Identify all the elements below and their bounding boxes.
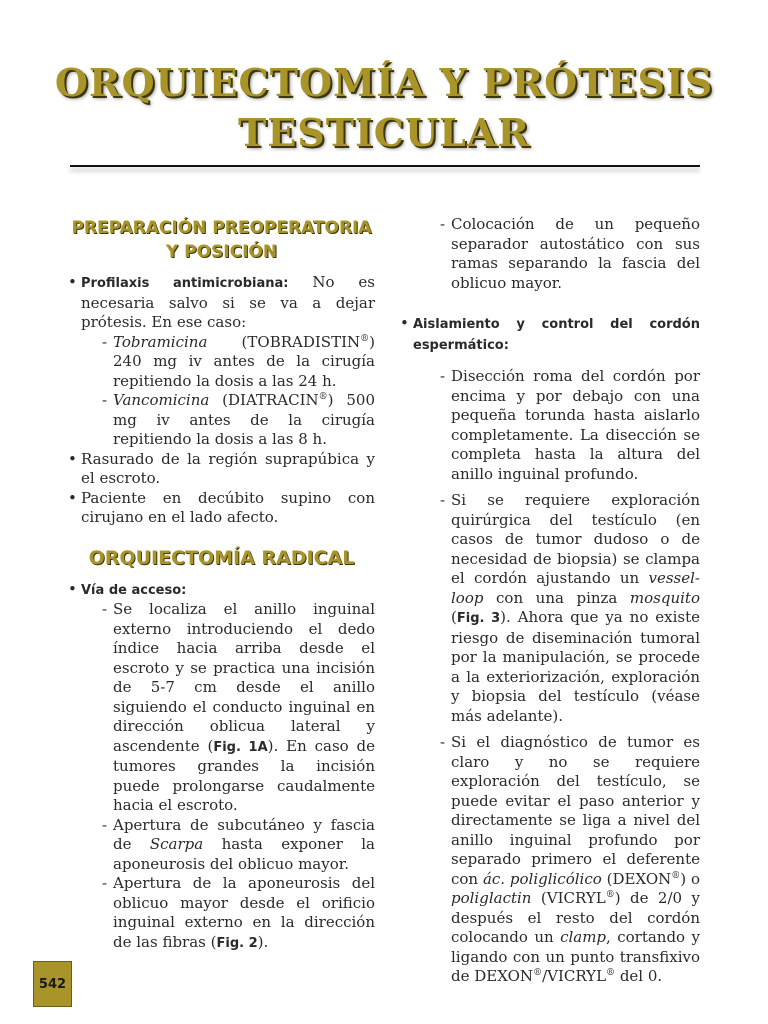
bullet-profilaxis: [68, 273, 375, 333]
step-text: ).: [257, 932, 269, 951]
step-item: [440, 733, 700, 987]
left-column: [68, 216, 375, 953]
bullet-label: Vía de acceso:: [81, 582, 187, 598]
figure-reference: Fig. 1A: [213, 739, 268, 755]
step-item: - Colocación de un pequeño separador autostático con sus ramas separando la fascia del oblicuo mayor.: [440, 215, 700, 293]
step-text: con una pinza: [483, 588, 630, 607]
aislamiento-steps: [440, 367, 700, 987]
section-heading-line-1: PREPARACIÓN PREOPERATORIA: [71, 218, 372, 238]
registered-mark: ®: [318, 392, 328, 402]
step-text: Se localiza el anillo inguinal externo introduciendo el dedo índice hacia arriba desde el escroto y se practica una incisión de 5-7 cm desde el anillo siguiendo el conducto inguinal en dirección oblicua lateral y ascendente (: [113, 600, 375, 755]
step-text: del 0.: [615, 967, 663, 985]
registered-mark: ®: [605, 890, 615, 900]
step-item: [102, 600, 375, 816]
italic-term: ác. poliglicólico: [482, 869, 602, 888]
drug-brand: (DIATRACIN: [209, 391, 319, 409]
step-text: , cortando y ligando con un punto transfixivo de DEXON: [451, 928, 700, 985]
drug-dose: ) 240 mg iv antes de la cirugía repitiendo la dosis a las 24 h.: [113, 332, 375, 390]
registered-mark: ®: [671, 870, 681, 881]
drug-brand: (TOBRADISTIN: [207, 332, 361, 351]
step-text: ) de 2/0 y después el resto del cordón colocando un: [451, 889, 700, 946]
title-line-1: ORQUIECTOMÍA Y PRÓTESIS: [54, 60, 714, 105]
step-item: [440, 491, 700, 726]
via-acceso-steps: [102, 600, 375, 953]
bullet-label: Aislamiento y control del cordón espermático:: [413, 317, 700, 353]
bullet-aislamiento: [400, 314, 700, 355]
step-item: - Disección roma del cordón por encima y por debajo con una pequeña torunda hasta aislarlo completamente. La disección se completa hasta la altura del anillo inguinal profundo.: [440, 367, 700, 484]
title-line-2: TESTICULAR: [238, 110, 530, 155]
section-heading-preparacion: [68, 216, 375, 264]
bullet-paciente: • Paciente en decúbito supino con cirujano en el lado afecto.: [68, 489, 375, 528]
page-number: 542: [38, 976, 67, 992]
registered-mark: ®: [606, 968, 616, 978]
italic-term: clamp: [560, 928, 607, 946]
drug-dose: ) 500 mg iv antes de la cirugía repitiendo la dosis a las 8 h.: [113, 391, 375, 448]
figure-reference: Fig. 2: [216, 935, 258, 951]
page-number-badge: [33, 961, 72, 1007]
drug-item-vancomicina: [102, 391, 375, 450]
step-text: ) o: [680, 869, 700, 888]
step-text: ). Ahora que ya no existe riesgo de diseminación tumoral por la manipulación, se procede a la exteriorización, exploración y biopsia del testículo (véase más adelante).: [451, 608, 700, 725]
step-item: [102, 874, 375, 953]
page-title: [30, 58, 738, 158]
figure-reference: Fig. 3: [456, 611, 501, 626]
step-text: (: [451, 608, 457, 626]
bullet-via-acceso: [68, 580, 375, 601]
bullet-rasurado: • Rasurado de la región suprapúbica y el escroto.: [68, 450, 375, 489]
right-column: [400, 215, 700, 987]
bullet-label: Profilaxis antimicrobiana:: [81, 276, 289, 291]
drug-name: Vancomicina: [113, 391, 210, 409]
step-text: (VICRYL: [531, 889, 606, 907]
step-text: hasta exponer la aponeurosis del oblicuo mayor.: [113, 835, 376, 873]
registered-mark: ®: [360, 333, 370, 344]
italic-term: mosquito: [629, 588, 700, 607]
step-text: Si se requiere exploración quirúrgica del testículo (en casos de tumor dudoso o de necesidad de biopsia) se clampa el cordón ajustando un: [451, 491, 700, 587]
step-text: ). En caso de tumores grandes la incisión puede prolongarse caudalmente hacia el escroto.: [113, 736, 376, 814]
section-heading-line-2: Y POSICIÓN: [165, 242, 278, 262]
italic-term: vessel-loop: [451, 569, 700, 607]
step-text: Apertura de subcutáneo y fascia de: [113, 815, 375, 853]
drug-name: Tobramicina: [113, 332, 208, 351]
italic-term: poliglactin: [451, 889, 532, 907]
bullet-text: No es necesaria salvo si se va a dejar prótesis. En ese caso:: [81, 273, 375, 331]
step-text: /VICRYL: [542, 967, 607, 985]
section-heading-orquiectomia-radical: ORQUIECTOMÍA RADICAL: [88, 546, 355, 569]
italic-term: Scarpa: [149, 835, 204, 853]
step-text: (DEXON: [601, 869, 672, 888]
step-item: [102, 816, 375, 875]
step-text: Apertura de la aponeurosis del oblicuo mayor desde el orificio inguinal externo en la dirección de las fibras (: [113, 874, 375, 951]
title-divider: [70, 165, 700, 167]
drug-item-tobramicina: [102, 333, 375, 392]
drug-list: [102, 333, 375, 450]
registered-mark: ®: [533, 968, 543, 978]
step-text: Si el diagnóstico de tumor es claro y no se requiere exploración del testículo, se puede evitar el paso anterior y directamente se liga a nivel del anillo inguinal profundo por separado primero el deferente con: [451, 733, 700, 888]
continued-steps: [440, 215, 700, 293]
